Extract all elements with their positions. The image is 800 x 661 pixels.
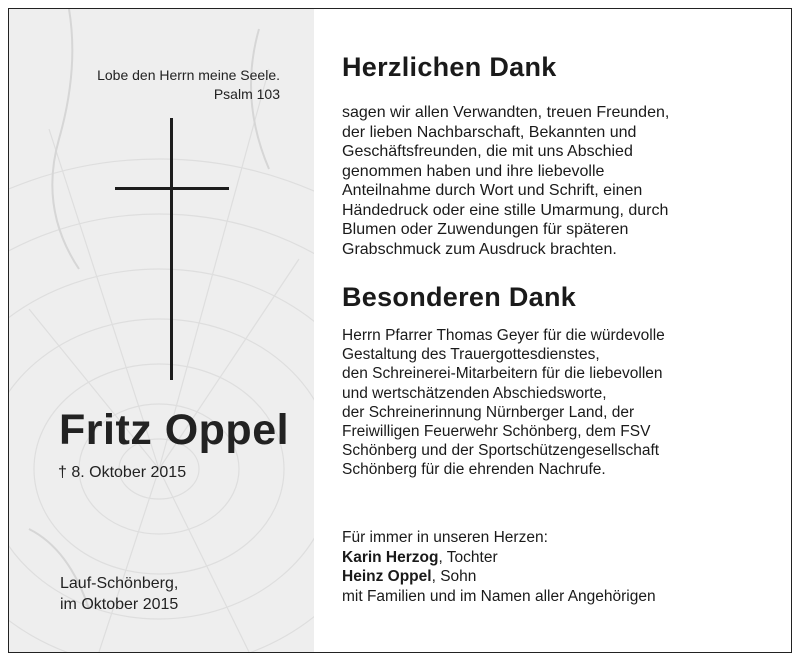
left-panel [9,9,314,652]
verse-reference: Psalm 103 [213,86,280,102]
closing-intro: Für immer in unseren Herzen: [342,529,548,546]
death-date: † 8. Oktober 2015 [58,464,187,481]
thanks-heading: Herzlichen Dank [342,52,557,82]
special-thanks-line: Herrn Pfarrer Thomas Geyer für die würdevolle [342,327,665,344]
thanks-line: genommen haben und ihre liebevolle [342,162,605,180]
bible-verse [97,66,280,104]
mourner-1-relation: , Tochter [438,548,498,566]
date-line: im Oktober 2015 [60,596,179,613]
closing-signature [342,528,656,606]
thanks-line: Blumen oder Zuwendungen für späteren [342,221,629,238]
special-thanks-heading: Besonderen Dank [342,282,577,312]
special-thanks-text [342,326,665,480]
thanks-line: Anteilnahme durch Wort und Schrift, einen [342,182,643,199]
mourner-1-name: Karin Herzog [342,548,439,566]
thanks-section [342,52,762,83]
deceased-name: Fritz Oppel [59,406,290,454]
place-and-date [60,573,178,615]
cross-icon [170,118,173,380]
special-thanks-line: Schönberg und der Sportschützengesellschaft [342,442,660,460]
mourner-1 [342,548,656,568]
thanks-line: Grabschmuck zum Ausdruck brachten. [342,240,617,258]
place-line: Lauf-Schönberg, [60,575,179,592]
special-thanks-line: Freiwilligen Feuerwehr Schönberg, dem FSV [342,423,651,441]
thanks-line: Händedruck oder eine stille Umarmung, durch [342,201,669,219]
thanks-line: Geschäftsfreunden, die mit uns Abschied [342,143,633,160]
special-thanks-line: Schönberg für die ehrenden Nachrufe. [342,461,606,479]
mourner-2-name: Heinz Oppel [342,568,432,585]
special-thanks-section [342,282,576,313]
family-line: mit Familien und im Namen aller Angehörigen [342,587,656,605]
cross-icon-crossbar [115,187,229,190]
verse-text: Lobe den Herrn meine Seele. [97,67,280,83]
thanks-line: der lieben Nachbarschaft, Bekannten und [342,123,637,141]
special-thanks-line: Gestaltung des Trauergottesdienstes, [342,346,600,364]
mourner-2 [342,567,656,587]
special-thanks-line: und wertschätzenden Abschiedsworte, [342,384,607,402]
wood-texture-background [9,9,314,652]
thanks-line: sagen wir allen Verwandten, treuen Freunden, [342,104,670,121]
mourner-2-relation: , Sohn [431,568,477,585]
special-thanks-line: den Schreinerei-Mitarbeitern für die liebevollen [342,365,663,383]
special-thanks-line: der Schreinerinnung Nürnberger Land, der [342,403,635,421]
thanks-text [342,103,669,259]
